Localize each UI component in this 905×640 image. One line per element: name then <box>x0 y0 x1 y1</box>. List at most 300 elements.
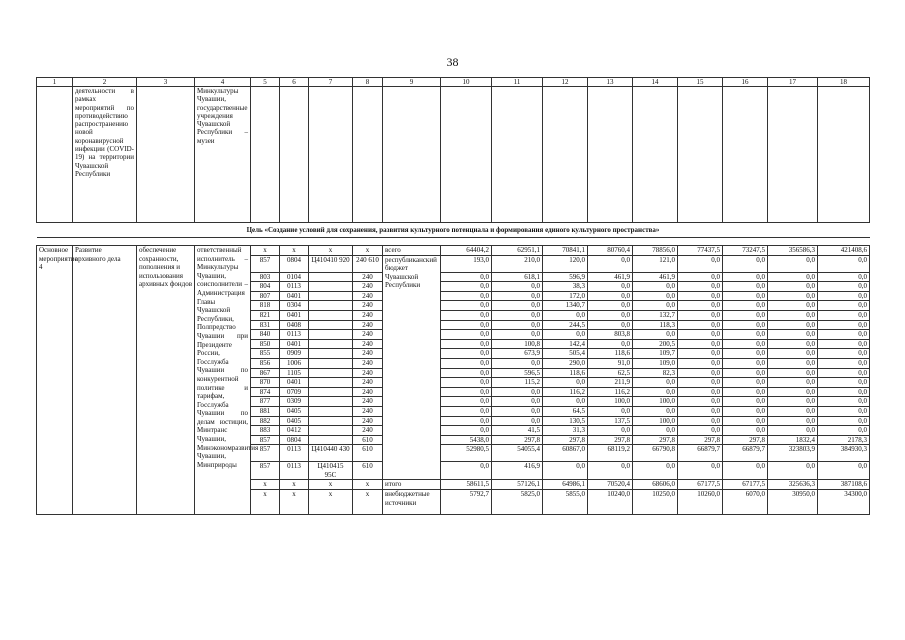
amount-cell: 0,0 <box>678 339 723 349</box>
amount-cell: 0,0 <box>441 378 492 388</box>
budget-code-cell: 240 <box>353 291 383 301</box>
amount-cell: 0,0 <box>768 301 818 311</box>
budget-code-cell <box>309 330 353 340</box>
amount-cell: 461,9 <box>588 272 633 282</box>
amount-cell: 0,0 <box>818 320 870 330</box>
amount-cell: 0,0 <box>633 406 678 416</box>
amount-cell: 0,0 <box>818 387 870 397</box>
amount-cell: 0,0 <box>768 426 818 436</box>
budget-code-cell <box>309 349 353 359</box>
budget-code-cell: 240 <box>353 320 383 330</box>
amount-cell: 78856,0 <box>633 246 678 256</box>
amount-cell: 0,0 <box>723 406 768 416</box>
amount-cell: 118,6 <box>543 368 588 378</box>
amount-cell: 41,5 <box>492 426 543 436</box>
amount-cell: 1832,4 <box>768 435 818 445</box>
budget-code-cell: 0405 <box>280 416 309 426</box>
amount-cell: 0,0 <box>723 397 768 407</box>
budget-code-cell <box>309 301 353 311</box>
amount-cell: 0,0 <box>678 310 723 320</box>
budget-code-cell: Ц410415 95С <box>309 462 353 480</box>
funding-source: внебюджетные источники <box>383 490 441 515</box>
amount-cell: 323803,9 <box>768 445 818 462</box>
amount-cell: 0,0 <box>723 310 768 320</box>
budget-code-cell: x <box>309 490 353 515</box>
budget-code-cell <box>309 310 353 320</box>
amount-cell: 118,3 <box>633 320 678 330</box>
budget-code-cell: 881 <box>251 406 280 416</box>
budget-code-cell <box>309 387 353 397</box>
budget-code-cell: x <box>251 246 280 256</box>
budget-code-cell: x <box>309 246 353 256</box>
col-header: 2 <box>73 78 137 87</box>
funding-source: итого <box>383 480 441 490</box>
amount-cell: 0,0 <box>723 349 768 359</box>
budget-code-cell: Ц410440 430 <box>309 445 353 462</box>
amount-cell: 0,0 <box>678 368 723 378</box>
amount-cell: 384930,3 <box>818 445 870 462</box>
amount-cell: 0,0 <box>768 291 818 301</box>
budget-code-cell: 0104 <box>280 272 309 282</box>
col-header: 12 <box>543 78 588 87</box>
budget-code-cell <box>309 416 353 426</box>
budget-code-cell: 0408 <box>280 320 309 330</box>
amount-cell: 0,0 <box>633 301 678 311</box>
amount-cell: 0,0 <box>492 301 543 311</box>
amount-cell: 0,0 <box>678 387 723 397</box>
budget-code-cell: 882 <box>251 416 280 426</box>
budget-code-cell: 0113 <box>280 330 309 340</box>
budget-code-cell: 240 610 <box>353 255 383 272</box>
amount-cell: 0,0 <box>492 406 543 416</box>
amount-cell: 0,0 <box>441 416 492 426</box>
amount-cell: 0,0 <box>768 272 818 282</box>
amount-cell: 193,0 <box>441 255 492 272</box>
amount-cell: 30950,0 <box>768 490 818 515</box>
amount-cell: 57126,1 <box>492 480 543 490</box>
col-header: 17 <box>768 78 818 87</box>
budget-code-cell: 0709 <box>280 387 309 397</box>
amount-cell: 67177,5 <box>678 480 723 490</box>
col-header: 3 <box>137 78 195 87</box>
amount-cell: 58611,5 <box>441 480 492 490</box>
amount-cell: 109,0 <box>633 358 678 368</box>
amount-cell: 0,0 <box>492 397 543 407</box>
amount-cell: 0,0 <box>441 406 492 416</box>
budget-code-cell: 240 <box>353 358 383 368</box>
col-header: 16 <box>723 78 768 87</box>
amount-cell: 0,0 <box>768 358 818 368</box>
amount-cell: 0,0 <box>818 378 870 388</box>
amount-cell: 0,0 <box>492 387 543 397</box>
budget-code-cell <box>309 368 353 378</box>
amount-cell: 618,1 <box>492 272 543 282</box>
budget-code-cell: 240 <box>353 272 383 282</box>
amount-cell: 100,8 <box>492 339 543 349</box>
budget-code-cell: 0304 <box>280 301 309 311</box>
budget-code-cell: 818 <box>251 301 280 311</box>
budget-code-cell: 1006 <box>280 358 309 368</box>
amount-cell: 0,0 <box>633 462 678 480</box>
budget-code-cell: x <box>280 480 309 490</box>
amount-cell: 0,0 <box>768 255 818 272</box>
amount-cell: 0,0 <box>768 406 818 416</box>
amount-cell: 387108,6 <box>818 480 870 490</box>
amount-cell: 172,0 <box>543 291 588 301</box>
activity-number: Основное мероприятие 4 <box>37 246 73 515</box>
amount-cell: 0,0 <box>588 301 633 311</box>
amount-cell: 80760,4 <box>588 246 633 256</box>
amount-cell: 82,3 <box>633 368 678 378</box>
col-header: 7 <box>309 78 353 87</box>
amount-cell: 0,0 <box>441 301 492 311</box>
amount-cell: 0,0 <box>678 320 723 330</box>
col-header: 13 <box>588 78 633 87</box>
col-header: 4 <box>195 78 251 87</box>
amount-cell: 0,0 <box>818 358 870 368</box>
budget-code-cell: 840 <box>251 330 280 340</box>
amount-cell: 66879,7 <box>723 445 768 462</box>
col-header: 10 <box>441 78 492 87</box>
col-header: 1 <box>37 78 73 87</box>
amount-cell: 118,6 <box>588 349 633 359</box>
budget-code-cell: 240 <box>353 282 383 292</box>
budget-code-cell: x <box>280 490 309 515</box>
amount-cell: 0,0 <box>818 406 870 416</box>
col-header: 18 <box>818 78 870 87</box>
budget-code-cell: Ц410410 920 <box>309 255 353 272</box>
amount-cell: 0,0 <box>492 358 543 368</box>
budget-code-cell: 855 <box>251 349 280 359</box>
amount-cell: 0,0 <box>441 368 492 378</box>
budget-code-cell: 857 <box>251 445 280 462</box>
amount-cell: 596,5 <box>492 368 543 378</box>
budget-code-cell: 857 <box>251 462 280 480</box>
amount-cell: 0,0 <box>543 330 588 340</box>
amount-cell: 0,0 <box>768 397 818 407</box>
budget-code-cell: 0804 <box>280 255 309 272</box>
budget-code-cell: 610 <box>353 445 383 462</box>
amount-cell: 297,8 <box>723 435 768 445</box>
amount-cell: 0,0 <box>723 272 768 282</box>
amount-cell: 0,0 <box>768 387 818 397</box>
amount-cell: 0,0 <box>543 310 588 320</box>
amount-cell: 461,9 <box>633 272 678 282</box>
amount-cell: 210,0 <box>492 255 543 272</box>
activity-name: Развитие архивного дела <box>73 246 137 515</box>
amount-cell: 5825,0 <box>492 490 543 515</box>
budget-code-cell <box>309 272 353 282</box>
budget-code-cell: x <box>251 480 280 490</box>
budget-code-cell: 831 <box>251 320 280 330</box>
amount-cell: 0,0 <box>441 387 492 397</box>
amount-cell: 0,0 <box>818 255 870 272</box>
amount-cell: 34300,0 <box>818 490 870 515</box>
amount-cell: 137,5 <box>588 416 633 426</box>
amount-cell: 5438,0 <box>441 435 492 445</box>
amount-cell: 10240,0 <box>588 490 633 515</box>
amount-cell: 0,0 <box>768 282 818 292</box>
budget-code-cell: 240 <box>353 397 383 407</box>
amount-cell: 0,0 <box>768 339 818 349</box>
amount-cell: 0,0 <box>678 330 723 340</box>
amount-cell: 244,5 <box>543 320 588 330</box>
budget-code-cell <box>309 378 353 388</box>
amount-cell: 0,0 <box>492 320 543 330</box>
budget-code-cell: 874 <box>251 387 280 397</box>
amount-cell: 10260,0 <box>678 490 723 515</box>
amount-cell: 0,0 <box>768 462 818 480</box>
budget-code-cell: x <box>309 480 353 490</box>
amount-cell: 0,0 <box>441 358 492 368</box>
amount-cell: 0,0 <box>723 330 768 340</box>
amount-cell: 0,0 <box>678 416 723 426</box>
budget-code-cell: 240 <box>353 416 383 426</box>
budget-code-cell: 240 <box>353 349 383 359</box>
amount-cell: 0,0 <box>633 282 678 292</box>
budget-code-cell: 240 <box>353 426 383 436</box>
budget-code-cell: x <box>353 480 383 490</box>
budget-code-cell: 0113 <box>280 282 309 292</box>
budget-code-cell: 850 <box>251 339 280 349</box>
amount-cell: 70520,4 <box>588 480 633 490</box>
amount-cell: 0,0 <box>818 291 870 301</box>
budget-code-cell: 240 <box>353 387 383 397</box>
amount-cell: 0,0 <box>818 368 870 378</box>
budget-code-cell: x <box>353 246 383 256</box>
budget-code-cell: 240 <box>353 339 383 349</box>
amount-cell: 60867,0 <box>543 445 588 462</box>
budget-table <box>36 77 870 515</box>
amount-cell: 0,0 <box>633 291 678 301</box>
budget-code-cell: 0401 <box>280 291 309 301</box>
amount-cell: 0,0 <box>723 462 768 480</box>
amount-cell: 0,0 <box>441 291 492 301</box>
amount-cell: 0,0 <box>768 378 818 388</box>
amount-cell: 0,0 <box>723 416 768 426</box>
amount-cell: 0,0 <box>723 255 768 272</box>
page-number: 38 <box>446 55 459 69</box>
budget-code-cell: 857 <box>251 435 280 445</box>
amount-cell: 297,8 <box>588 435 633 445</box>
amount-cell: 297,8 <box>633 435 678 445</box>
amount-cell: 0,0 <box>543 378 588 388</box>
budget-code-cell: 867 <box>251 368 280 378</box>
amount-cell: 0,0 <box>678 462 723 480</box>
amount-cell: 0,0 <box>588 255 633 272</box>
amount-cell: 0,0 <box>818 416 870 426</box>
amount-cell: 0,0 <box>633 387 678 397</box>
amount-cell: 73247,5 <box>723 246 768 256</box>
amount-cell: 68119,2 <box>588 445 633 462</box>
budget-code-cell <box>309 435 353 445</box>
amount-cell: 0,0 <box>723 387 768 397</box>
amount-cell: 0,0 <box>723 291 768 301</box>
budget-code-cell <box>309 291 353 301</box>
continued-executor-text: Минкультуры Чувашии, государственные учреждения Чувашской Республики – музеи <box>195 87 251 223</box>
amount-cell: 0,0 <box>723 378 768 388</box>
spacer-row <box>37 238 870 246</box>
budget-code-cell: x <box>353 490 383 515</box>
amount-cell: 109,7 <box>633 349 678 359</box>
budget-code-cell: 0401 <box>280 378 309 388</box>
budget-code-cell: 240 <box>353 301 383 311</box>
amount-cell: 0,0 <box>588 462 633 480</box>
budget-code-cell <box>309 397 353 407</box>
amount-cell: 0,0 <box>441 426 492 436</box>
amount-cell: 1340,7 <box>543 301 588 311</box>
amount-cell: 297,8 <box>492 435 543 445</box>
budget-code-cell: x <box>280 246 309 256</box>
amount-cell: 421408,6 <box>818 246 870 256</box>
amount-cell: 0,0 <box>678 255 723 272</box>
budget-code-cell: 877 <box>251 397 280 407</box>
amount-cell: 0,0 <box>818 282 870 292</box>
budget-code-cell: 240 <box>353 406 383 416</box>
amount-cell: 0,0 <box>441 282 492 292</box>
amount-cell: 70841,1 <box>543 246 588 256</box>
amount-cell: 0,0 <box>678 406 723 416</box>
budget-code-cell <box>309 426 353 436</box>
amount-cell: 10250,0 <box>633 490 678 515</box>
amount-cell: 0,0 <box>588 426 633 436</box>
amount-cell: 31,3 <box>543 426 588 436</box>
budget-code-cell: 1105 <box>280 368 309 378</box>
amount-cell: 0,0 <box>818 397 870 407</box>
amount-cell: 100,0 <box>633 397 678 407</box>
amount-cell: 0,0 <box>678 349 723 359</box>
amount-cell: 0,0 <box>441 272 492 282</box>
amount-cell: 68606,0 <box>633 480 678 490</box>
budget-code-cell: 0113 <box>280 462 309 480</box>
budget-code-cell <box>309 406 353 416</box>
col-header: 14 <box>633 78 678 87</box>
amount-cell: 505,4 <box>543 349 588 359</box>
budget-code-cell: 821 <box>251 310 280 320</box>
amount-cell: 0,0 <box>768 368 818 378</box>
amount-cell: 77437,5 <box>678 246 723 256</box>
budget-code-cell <box>309 358 353 368</box>
col-header: 11 <box>492 78 543 87</box>
budget-code-cell: 856 <box>251 358 280 368</box>
amount-cell: 0,0 <box>588 406 633 416</box>
budget-code-cell: 870 <box>251 378 280 388</box>
amount-cell: 0,0 <box>723 426 768 436</box>
amount-cell: 0,0 <box>588 291 633 301</box>
continued-row <box>37 87 870 223</box>
budget-code-cell: 883 <box>251 426 280 436</box>
amount-cell: 0,0 <box>768 310 818 320</box>
amount-cell: 64,5 <box>543 406 588 416</box>
amount-cell: 0,0 <box>678 272 723 282</box>
amount-cell: 0,0 <box>543 462 588 480</box>
budget-code-cell: 0401 <box>280 310 309 320</box>
amount-cell: 0,0 <box>768 349 818 359</box>
amount-cell: 0,0 <box>678 282 723 292</box>
amount-cell: 0,0 <box>492 330 543 340</box>
amount-cell: 200,5 <box>633 339 678 349</box>
column-number-row <box>37 78 870 87</box>
amount-cell: 0,0 <box>441 320 492 330</box>
amount-cell: 0,0 <box>818 301 870 311</box>
amount-cell: 0,0 <box>818 339 870 349</box>
amount-cell: 91,0 <box>588 358 633 368</box>
amount-cell: 0,0 <box>441 330 492 340</box>
budget-code-cell: x <box>251 490 280 515</box>
amount-cell: 2178,3 <box>818 435 870 445</box>
amount-cell: 0,0 <box>723 358 768 368</box>
amount-cell: 0,0 <box>678 301 723 311</box>
amount-cell: 62,5 <box>588 368 633 378</box>
amount-cell: 673,9 <box>492 349 543 359</box>
goal-row <box>37 223 870 238</box>
budget-code-cell: 240 <box>353 378 383 388</box>
amount-cell: 0,0 <box>818 310 870 320</box>
amount-cell: 211,9 <box>588 378 633 388</box>
budget-code-cell: 240 <box>353 368 383 378</box>
amount-cell: 62951,1 <box>492 246 543 256</box>
amount-cell: 0,0 <box>818 330 870 340</box>
amount-cell: 5855,0 <box>543 490 588 515</box>
amount-cell: 120,0 <box>543 255 588 272</box>
amount-cell: 0,0 <box>723 368 768 378</box>
table-row <box>37 246 870 256</box>
amount-cell: 121,0 <box>633 255 678 272</box>
budget-code-cell: 240 <box>353 310 383 320</box>
continued-activity-text: деятельности в рамках мероприятий по противодействию распространению новой коронавирусной инфекции (COVID-19) на территории Чувашской Республики <box>73 87 137 223</box>
amount-cell: 132,7 <box>633 310 678 320</box>
amount-cell: 0,0 <box>723 320 768 330</box>
amount-cell: 0,0 <box>768 330 818 340</box>
budget-code-cell: 0804 <box>280 435 309 445</box>
amount-cell: 0,0 <box>441 339 492 349</box>
amount-cell: 0,0 <box>543 397 588 407</box>
amount-cell: 0,0 <box>818 462 870 480</box>
amount-cell: 0,0 <box>588 320 633 330</box>
amount-cell: 64986,1 <box>543 480 588 490</box>
amount-cell: 52980,5 <box>441 445 492 462</box>
amount-cell: 0,0 <box>818 426 870 436</box>
amount-cell: 100,0 <box>633 416 678 426</box>
amount-cell: 0,0 <box>633 330 678 340</box>
amount-cell: 100,0 <box>588 397 633 407</box>
amount-cell: 0,0 <box>588 339 633 349</box>
amount-cell: 66879,7 <box>678 445 723 462</box>
budget-code-cell: 803 <box>251 272 280 282</box>
amount-cell: 0,0 <box>633 378 678 388</box>
amount-cell: 356586,3 <box>768 246 818 256</box>
amount-cell: 64404,2 <box>441 246 492 256</box>
amount-cell: 54055,4 <box>492 445 543 462</box>
amount-cell: 0,0 <box>441 462 492 480</box>
amount-cell: 142,4 <box>543 339 588 349</box>
amount-cell: 6070,0 <box>723 490 768 515</box>
amount-cell: 67177,5 <box>723 480 768 490</box>
col-header: 9 <box>383 78 441 87</box>
funding-source: всего <box>383 246 441 256</box>
amount-cell: 416,9 <box>492 462 543 480</box>
funding-source: республиканский бюджет Чувашской Республики <box>383 255 441 480</box>
amount-cell: 0,0 <box>588 310 633 320</box>
budget-code-cell: 0113 <box>280 445 309 462</box>
budget-code-cell: 807 <box>251 291 280 301</box>
amount-cell: 0,0 <box>723 282 768 292</box>
amount-cell: 115,2 <box>492 378 543 388</box>
amount-cell: 0,0 <box>678 291 723 301</box>
amount-cell: 0,0 <box>441 349 492 359</box>
amount-cell: 0,0 <box>492 310 543 320</box>
col-header: 8 <box>353 78 383 87</box>
